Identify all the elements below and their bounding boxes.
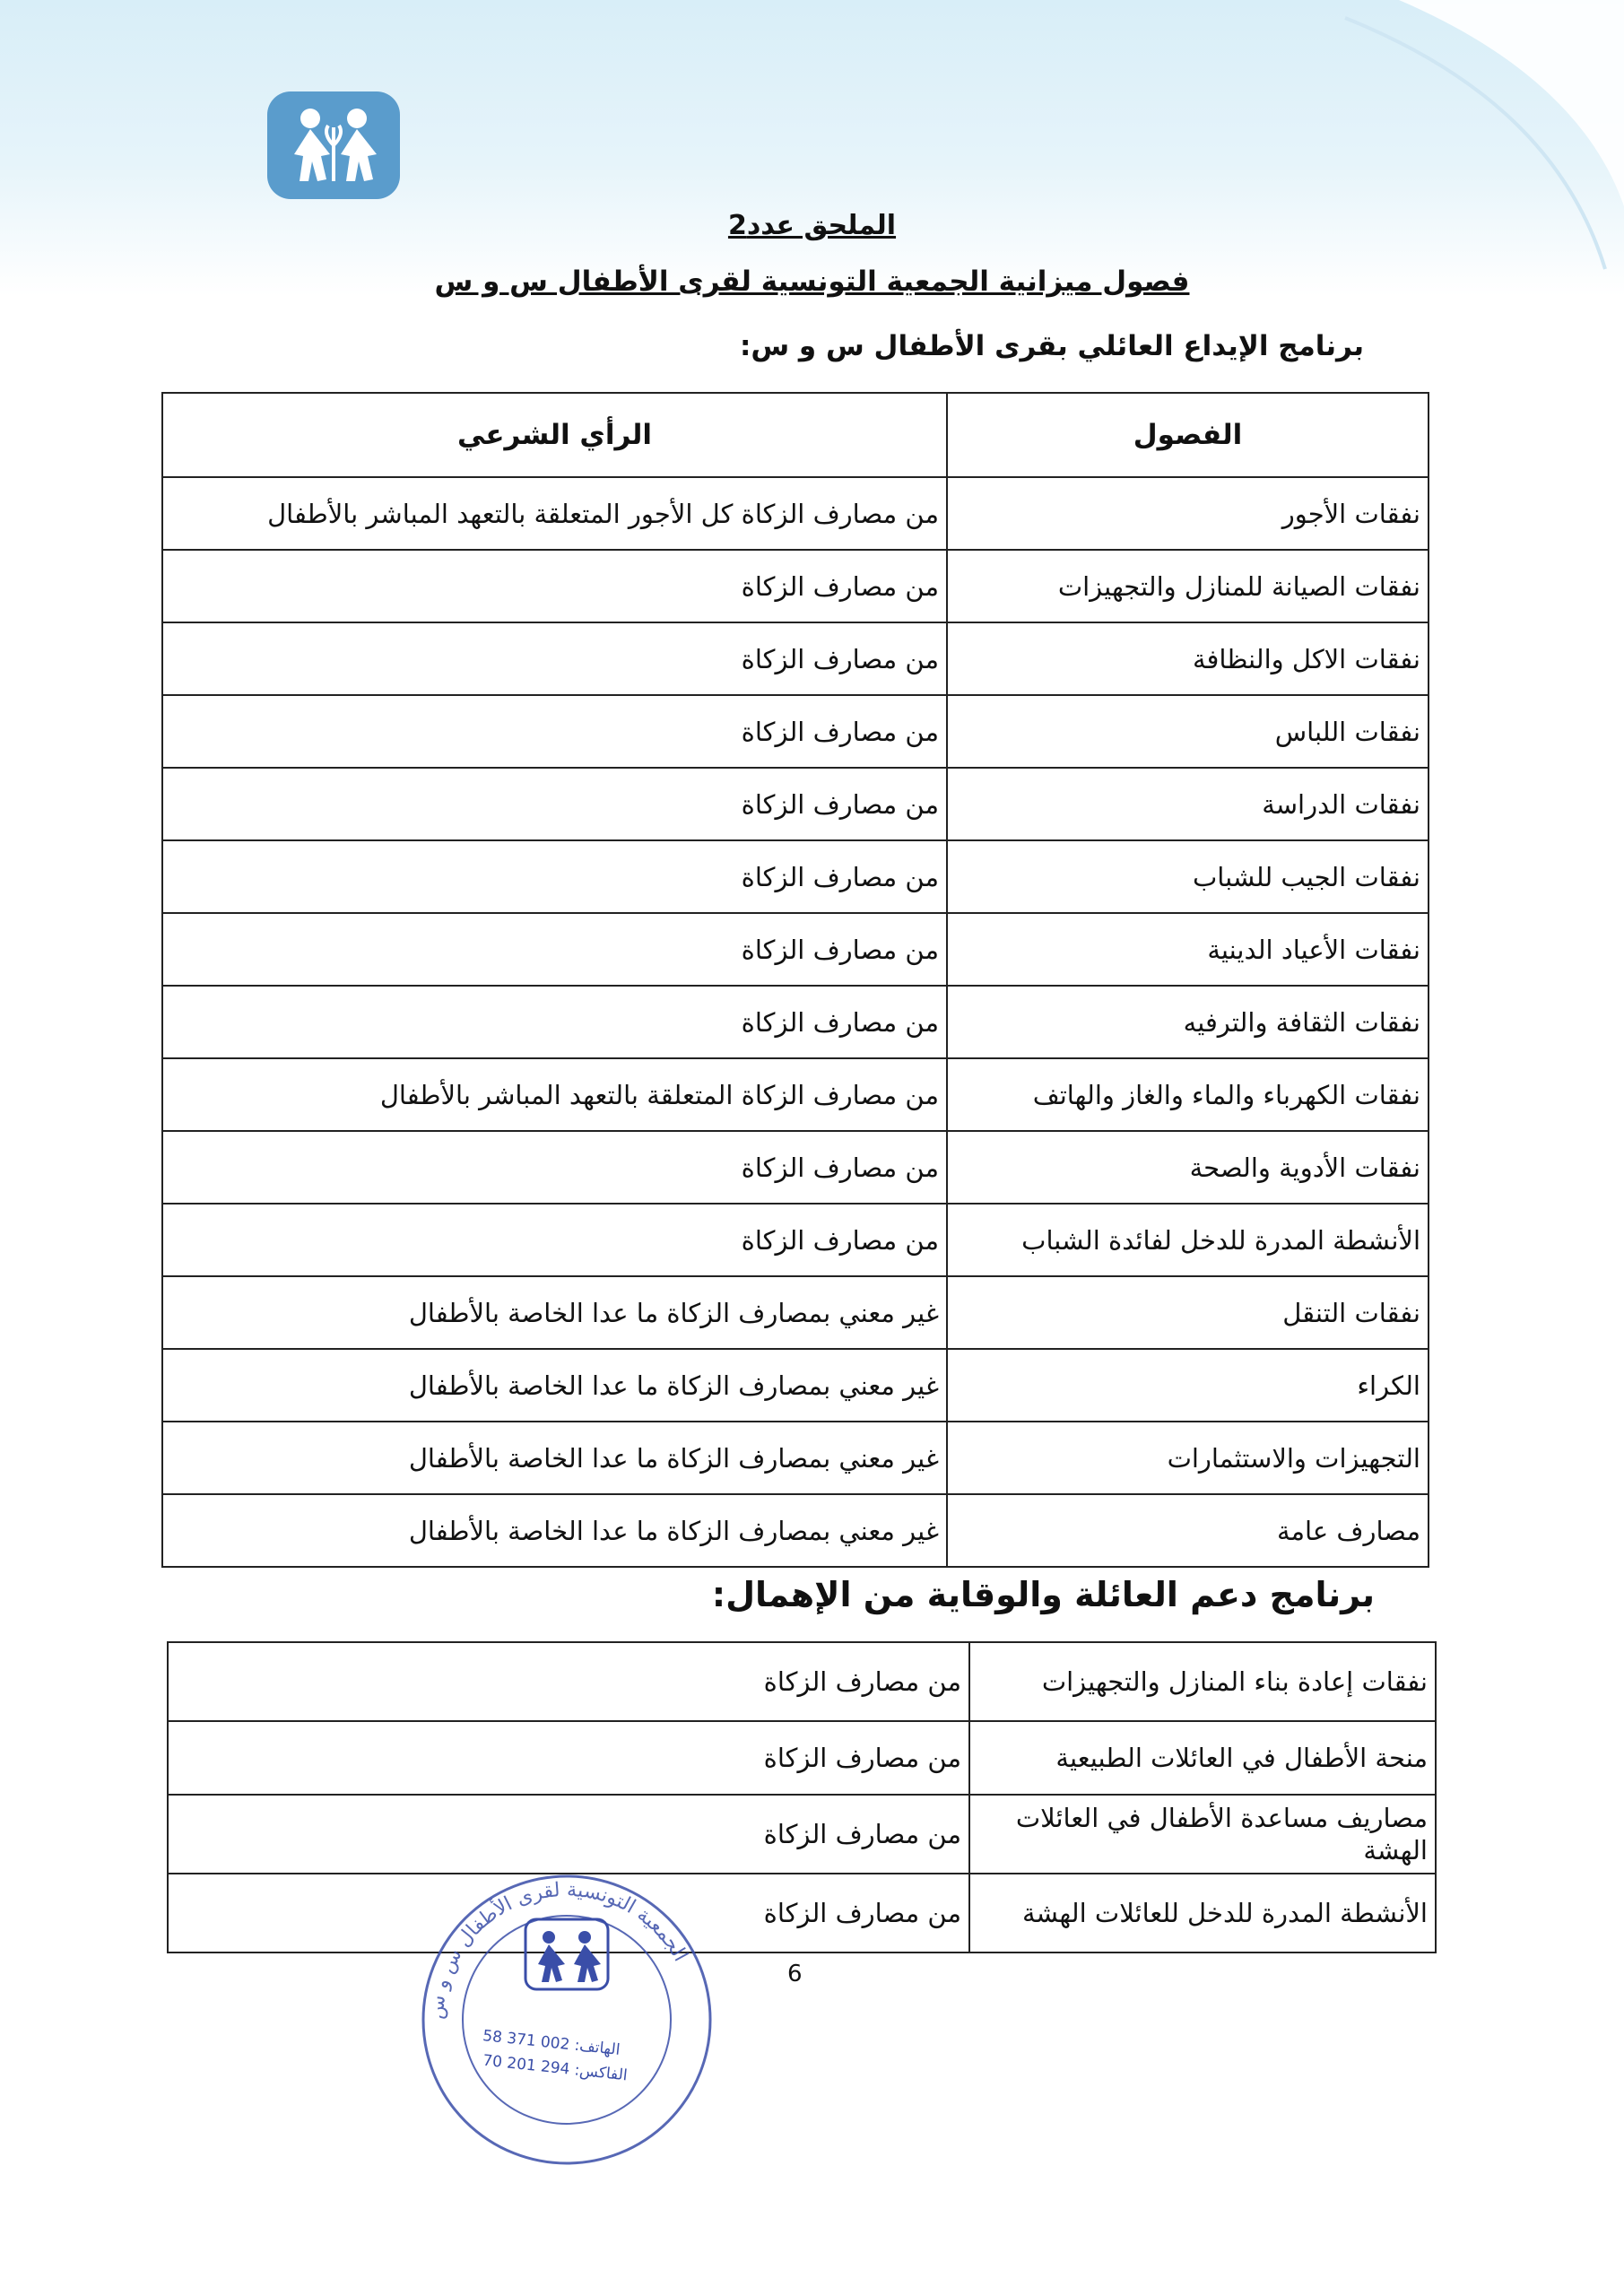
chapter-cell: نفقات الأعياد الدينية bbox=[947, 913, 1429, 986]
sos-children-villages-logo bbox=[267, 91, 400, 199]
legal-opinion-cell: غير معني بمصارف الزكاة ما عدا الخاصة بالأطفال bbox=[162, 1349, 947, 1422]
legal-opinion-cell: من مصارف الزكاة bbox=[162, 1204, 947, 1276]
stamp-fax: 70 201 294 :الفاكس bbox=[482, 2051, 629, 2085]
chapter-cell: الأنشطة المدرة للدخل للعائلات الهشة bbox=[969, 1874, 1436, 1952]
table-row bbox=[162, 1058, 1429, 1131]
chapter-cell: نفقات الصيانة للمنازل والتجهيزات bbox=[947, 550, 1429, 622]
chapter-cell: نفقات الجيب للشباب bbox=[947, 840, 1429, 913]
page-number: 6 bbox=[787, 1961, 803, 1987]
table-row bbox=[162, 477, 1429, 550]
column-header-legal-opinion: الرأي الشرعي bbox=[162, 393, 947, 477]
chapter-cell: نفقات التنقل bbox=[947, 1276, 1429, 1349]
chapter-cell: التجهيزات والاستثمارات bbox=[947, 1422, 1429, 1494]
legal-opinion-cell: من مصارف الزكاة bbox=[162, 913, 947, 986]
chapter-cell: نفقات الاكل والنظافة bbox=[947, 622, 1429, 695]
family-support-budget-table bbox=[167, 1641, 1437, 1953]
table-row bbox=[168, 1721, 1436, 1795]
legal-opinion-cell: من مصارف الزكاة bbox=[162, 768, 947, 840]
table-row bbox=[162, 1204, 1429, 1276]
chapter-cell: نفقات الدراسة bbox=[947, 768, 1429, 840]
organization-stamp bbox=[414, 1867, 719, 2172]
legal-opinion-cell: غير معني بمصارف الزكاة ما عدا الخاصة بالأطفال bbox=[162, 1422, 947, 1494]
column-header-chapters: الفصول bbox=[947, 393, 1429, 477]
table-row bbox=[168, 1874, 1436, 1952]
legal-opinion-cell: من مصارف الزكاة bbox=[162, 1131, 947, 1204]
chapter-cell: مصاريف مساعدة الأطفال في العائلات الهشة bbox=[969, 1795, 1436, 1874]
legal-opinion-cell: من مصارف الزكاة bbox=[168, 1721, 969, 1795]
table-row bbox=[162, 1349, 1429, 1422]
legal-opinion-cell: من مصارف الزكاة bbox=[162, 550, 947, 622]
chapter-cell: نفقات الأدوية والصحة bbox=[947, 1131, 1429, 1204]
chapter-cell: الأنشطة المدرة للدخل لفائدة الشباب bbox=[947, 1204, 1429, 1276]
table-row bbox=[162, 986, 1429, 1058]
legal-opinion-cell: من مصارف الزكاة bbox=[168, 1795, 969, 1874]
legal-opinion-cell: غير معني بمصارف الزكاة ما عدا الخاصة بالأطفال bbox=[162, 1276, 947, 1349]
table-row bbox=[162, 1494, 1429, 1567]
table-header-row bbox=[162, 393, 1429, 477]
table-row bbox=[168, 1642, 1436, 1721]
legal-opinion-cell: من مصارف الزكاة bbox=[162, 986, 947, 1058]
chapter-cell: منحة الأطفال في العائلات الطبيعية bbox=[969, 1721, 1436, 1795]
table-row bbox=[168, 1795, 1436, 1874]
chapter-cell: الكراء bbox=[947, 1349, 1429, 1422]
table-row bbox=[162, 1131, 1429, 1204]
table-row bbox=[162, 840, 1429, 913]
chapter-cell: نفقات إعادة بناء المنازل والتجهيزات bbox=[969, 1642, 1436, 1721]
table-row bbox=[162, 1422, 1429, 1494]
chapter-cell: نفقات الأجور bbox=[947, 477, 1429, 550]
table-row bbox=[162, 622, 1429, 695]
family-placement-budget-table bbox=[161, 392, 1429, 1568]
table-row bbox=[162, 913, 1429, 986]
legal-opinion-cell: من مصارف الزكاة bbox=[162, 622, 947, 695]
chapter-cell: مصارف عامة bbox=[947, 1494, 1429, 1567]
budget-subtitle: فصول ميزانية الجمعية التونسية لقرى الأطفال س و س bbox=[434, 265, 1190, 298]
table-row bbox=[162, 1276, 1429, 1349]
chapter-cell: نفقات اللباس bbox=[947, 695, 1429, 768]
annex-title: الملحق عدد2 bbox=[727, 210, 897, 241]
stamp-phone: 58 371 002 :الهاتف bbox=[482, 2027, 621, 2059]
legal-opinion-cell: من مصارف الزكاة bbox=[162, 695, 947, 768]
legal-opinion-cell: من مصارف الزكاة كل الأجور المتعلقة بالتعهد المباشر بالأطفال bbox=[162, 477, 947, 550]
family-placement-program-heading: برنامج الإيداع العائلي بقرى الأطفال س و س: bbox=[739, 330, 1364, 362]
legal-opinion-cell: من مصارف الزكاة bbox=[168, 1642, 969, 1721]
table-row bbox=[162, 550, 1429, 622]
table-row bbox=[162, 695, 1429, 768]
legal-opinion-cell: من مصارف الزكاة bbox=[168, 1874, 969, 1952]
table-row bbox=[162, 768, 1429, 840]
family-support-program-heading: برنامج دعم العائلة والوقاية من الإهمال: bbox=[711, 1575, 1375, 1614]
chapter-cell: نفقات الثقافة والترفيه bbox=[947, 986, 1429, 1058]
stamp-ring-text: الجمعية التونسية لقرى الأطفال س و س bbox=[425, 1878, 692, 2021]
legal-opinion-cell: من مصارف الزكاة المتعلقة بالتعهد المباشر بالأطفال bbox=[162, 1058, 947, 1131]
chapter-cell: نفقات الكهرباء والماء والغاز والهاتف bbox=[947, 1058, 1429, 1131]
legal-opinion-cell: غير معني بمصارف الزكاة ما عدا الخاصة بالأطفال bbox=[162, 1494, 947, 1567]
legal-opinion-cell: من مصارف الزكاة bbox=[162, 840, 947, 913]
